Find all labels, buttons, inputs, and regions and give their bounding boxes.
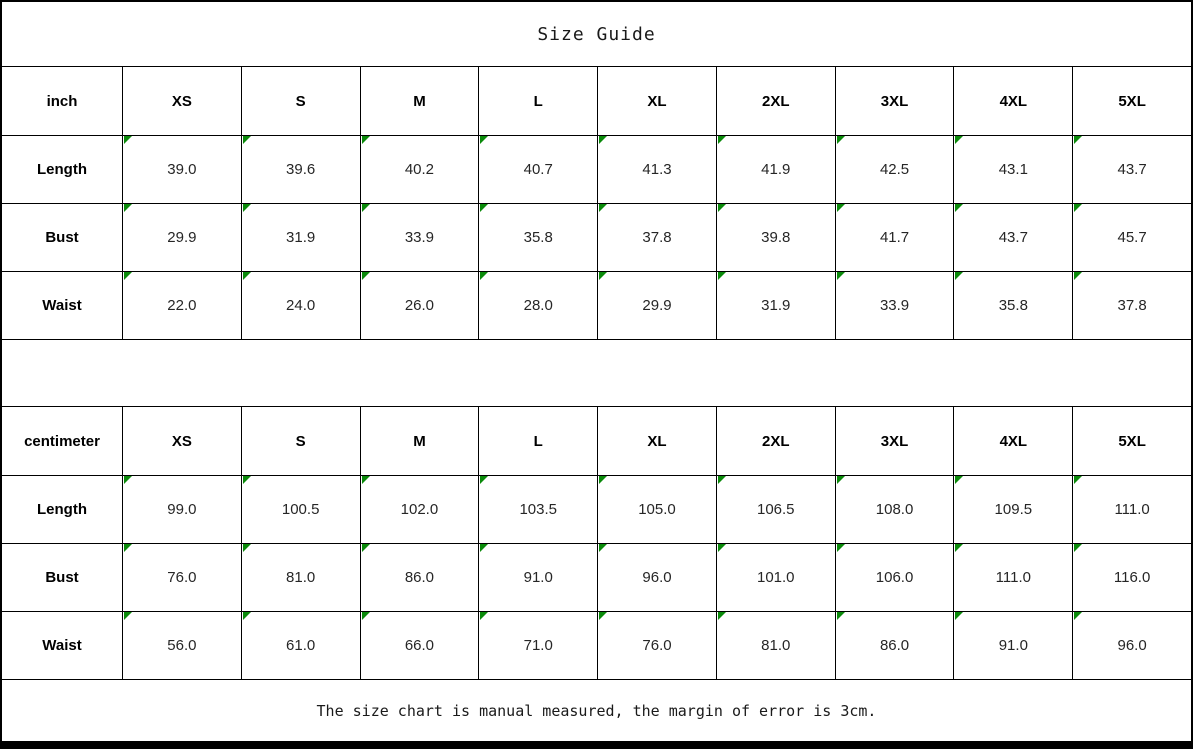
size-column-header: 2XL: [716, 67, 835, 135]
measurement-value-cell: [122, 204, 241, 271]
cell-corner-flag-icon: [718, 544, 726, 552]
measurement-value: 22.0: [167, 297, 197, 314]
size-column-header: 4XL: [953, 67, 1072, 135]
measurement-value-cell: [478, 476, 597, 543]
cell-corner-flag-icon: [480, 544, 488, 552]
cell-corner-flag-icon: [124, 204, 132, 212]
measurement-value-cell: [241, 136, 360, 203]
footer-note: The size chart is manual measured, the margin of error is 3cm.: [316, 701, 877, 720]
measurement-value-cell: [716, 612, 835, 679]
measurement-value-cell: [1072, 476, 1191, 543]
size-column-header: 5XL: [1072, 407, 1191, 475]
measurement-row-label: Length: [37, 501, 87, 518]
cell-corner-flag-icon: [1074, 476, 1082, 484]
footer-row: [2, 679, 1191, 741]
cell-corner-flag-icon: [718, 612, 726, 620]
cell-corner-flag-icon: [599, 544, 607, 552]
measurement-value: 103.5: [519, 501, 557, 518]
cell-corner-flag-icon: [837, 136, 845, 144]
measurement-row-label: Bust: [45, 229, 79, 246]
cell-corner-flag-icon: [243, 204, 251, 212]
measurement-value: 40.2: [404, 161, 435, 178]
measurement-value-cell: [597, 544, 716, 611]
measurement-value-cell: [122, 272, 241, 339]
measurement-row-label: Length: [37, 161, 87, 178]
size-column-header: XS: [122, 67, 241, 135]
cell-corner-flag-icon: [837, 204, 845, 212]
inch-waist-row: [2, 271, 1191, 339]
cell-corner-flag-icon: [599, 204, 607, 212]
measurement-value: 39.0: [167, 161, 197, 178]
cell-corner-flag-icon: [1074, 204, 1082, 212]
measurement-value: 39.6: [286, 161, 316, 178]
cell-corner-flag-icon: [480, 272, 488, 280]
measurement-value: 86.0: [404, 569, 435, 586]
measurement-value: 81.0: [761, 637, 791, 654]
measurement-value-cell: [360, 272, 479, 339]
cell-corner-flag-icon: [243, 544, 251, 552]
cell-corner-flag-icon: [1074, 136, 1082, 144]
measurement-value: 29.9: [167, 229, 197, 246]
measurement-value-cell: [360, 136, 479, 203]
size-column-header: S: [241, 407, 360, 475]
measurement-row-label: Waist: [42, 637, 82, 654]
inch-bust-row: [2, 203, 1191, 271]
measurement-value-cell: [835, 272, 954, 339]
measurement-row-label: Bust: [45, 569, 79, 586]
size-column-header: XS: [122, 407, 241, 475]
cell-corner-flag-icon: [718, 204, 726, 212]
unit-header-centimeter: centimeter: [24, 432, 100, 450]
measurement-value: 100.5: [281, 501, 320, 518]
measurement-value: 42.5: [879, 161, 910, 178]
measurement-row-label: Waist: [42, 297, 82, 314]
measurement-value-cell: [835, 204, 954, 271]
cell-corner-flag-icon: [718, 272, 726, 280]
cell-corner-flag-icon: [480, 476, 488, 484]
measurement-value-cell: [241, 612, 360, 679]
measurement-value-cell: [360, 476, 479, 543]
measurement-value-cell: [716, 136, 835, 203]
measurement-value: 106.5: [756, 501, 795, 518]
measurement-value-cell: [241, 272, 360, 339]
size-column-header: M: [360, 407, 479, 475]
measurement-value-cell: [241, 476, 360, 543]
measurement-value: 31.9: [761, 297, 791, 314]
cell-corner-flag-icon: [955, 544, 963, 552]
cell-corner-flag-icon: [718, 136, 726, 144]
cell-corner-flag-icon: [480, 136, 488, 144]
measurement-value-cell: [360, 204, 479, 271]
measurement-value: 37.8: [642, 229, 672, 246]
measurement-value: 81.0: [286, 569, 316, 586]
cell-corner-flag-icon: [362, 272, 370, 280]
cell-corner-flag-icon: [599, 476, 607, 484]
measurement-value: 101.0: [756, 569, 795, 586]
measurement-value-cell: [241, 544, 360, 611]
measurement-value: 43.7: [1117, 161, 1147, 178]
measurement-value-cell: [122, 136, 241, 203]
measurement-value: 43.7: [998, 229, 1028, 246]
measurement-value-cell: [122, 612, 241, 679]
measurement-value: 35.8: [523, 229, 553, 246]
measurement-value-cell: [1072, 204, 1191, 271]
cell-corner-flag-icon: [837, 272, 845, 280]
measurement-value-cell: [360, 544, 479, 611]
measurement-value: 66.0: [404, 637, 435, 654]
measurement-value: 91.0: [523, 569, 553, 586]
size-column-header: 4XL: [953, 407, 1072, 475]
cell-corner-flag-icon: [124, 612, 132, 620]
cell-corner-flag-icon: [243, 476, 251, 484]
inch-length-row: [2, 135, 1191, 203]
measurement-value: 111.0: [995, 569, 1031, 586]
cell-corner-flag-icon: [243, 612, 251, 620]
cell-corner-flag-icon: [124, 544, 132, 552]
inch-table-header-row: [2, 66, 1191, 135]
size-column-header: XL: [597, 67, 716, 135]
cell-corner-flag-icon: [1074, 612, 1082, 620]
cell-corner-flag-icon: [243, 136, 251, 144]
measurement-value-cell: [478, 544, 597, 611]
measurement-value: 41.3: [642, 161, 672, 178]
measurement-value: 61.0: [286, 637, 316, 654]
cell-corner-flag-icon: [1074, 272, 1082, 280]
cell-corner-flag-icon: [955, 204, 963, 212]
cell-corner-flag-icon: [599, 612, 607, 620]
measurement-value: 105.0: [638, 501, 676, 518]
size-column-header: XL: [597, 407, 716, 475]
measurement-value: 41.9: [761, 161, 791, 178]
measurement-value: 96.0: [642, 569, 672, 586]
measurement-value-cell: [478, 272, 597, 339]
cell-corner-flag-icon: [243, 272, 251, 280]
cell-corner-flag-icon: [955, 136, 963, 144]
measurement-value: 41.7: [879, 229, 910, 246]
unit-header-inch: inch: [46, 92, 78, 110]
cell-corner-flag-icon: [362, 612, 370, 620]
bottom-black-bar: [2, 741, 1191, 749]
measurement-value: 99.0: [167, 501, 197, 518]
cell-corner-flag-icon: [837, 544, 845, 552]
measurement-value: 86.0: [879, 637, 910, 654]
measurement-value-cell: [597, 612, 716, 679]
measurement-value-cell: [835, 544, 954, 611]
cell-corner-flag-icon: [480, 204, 488, 212]
cell-corner-flag-icon: [718, 476, 726, 484]
measurement-value: 116.0: [1113, 569, 1151, 586]
measurement-value-cell: [122, 544, 241, 611]
measurement-value-cell: [1072, 612, 1191, 679]
cell-corner-flag-icon: [480, 612, 488, 620]
size-column-header: 3XL: [835, 407, 954, 475]
measurement-value: 24.0: [286, 297, 316, 314]
measurement-value-cell: [597, 272, 716, 339]
cell-corner-flag-icon: [362, 476, 370, 484]
measurement-value: 91.0: [998, 637, 1028, 654]
measurement-value-cell: [597, 204, 716, 271]
measurement-value-cell: [360, 612, 479, 679]
cell-corner-flag-icon: [955, 272, 963, 280]
centimeter-length-row: [2, 475, 1191, 543]
measurement-value: 102.0: [400, 501, 439, 518]
measurement-value-cell: [716, 544, 835, 611]
size-column-header: 3XL: [835, 67, 954, 135]
cell-corner-flag-icon: [124, 136, 132, 144]
centimeter-waist-row: [2, 611, 1191, 679]
cell-corner-flag-icon: [955, 476, 963, 484]
centimeter-table-header-row: [2, 406, 1191, 475]
measurement-value-cell: [953, 476, 1072, 543]
measurement-value-cell: [716, 204, 835, 271]
measurement-value: 31.9: [286, 229, 316, 246]
measurement-value: 56.0: [167, 637, 197, 654]
measurement-value: 43.1: [998, 161, 1028, 178]
measurement-value: 96.0: [1117, 637, 1147, 654]
size-column-header: L: [478, 67, 597, 135]
measurement-value: 76.0: [642, 637, 672, 654]
cell-corner-flag-icon: [837, 476, 845, 484]
measurement-value-cell: [953, 612, 1072, 679]
measurement-value: 33.9: [879, 297, 910, 314]
cell-corner-flag-icon: [599, 136, 607, 144]
cell-corner-flag-icon: [955, 612, 963, 620]
cell-corner-flag-icon: [362, 544, 370, 552]
measurement-value-cell: [1072, 136, 1191, 203]
size-column-header: M: [360, 67, 479, 135]
measurement-value: 45.7: [1117, 229, 1147, 246]
title-row: [2, 2, 1191, 66]
measurement-value-cell: [835, 612, 954, 679]
measurement-value-cell: [478, 612, 597, 679]
table-gap-row: [2, 339, 1191, 406]
size-column-header: 5XL: [1072, 67, 1191, 135]
measurement-value-cell: [953, 272, 1072, 339]
cell-corner-flag-icon: [362, 204, 370, 212]
cell-corner-flag-icon: [599, 272, 607, 280]
size-column-header: L: [478, 407, 597, 475]
measurement-value: 106.0: [875, 569, 914, 586]
size-column-header: S: [241, 67, 360, 135]
measurement-value-cell: [1072, 272, 1191, 339]
cell-corner-flag-icon: [362, 136, 370, 144]
measurement-value-cell: [835, 476, 954, 543]
measurement-value-cell: [953, 544, 1072, 611]
measurement-value-cell: [241, 204, 360, 271]
measurement-value: 35.8: [998, 297, 1028, 314]
measurement-value: 37.8: [1117, 297, 1147, 314]
measurement-value-cell: [953, 204, 1072, 271]
cell-corner-flag-icon: [124, 272, 132, 280]
measurement-value-cell: [478, 204, 597, 271]
measurement-value-cell: [716, 476, 835, 543]
measurement-value-cell: [1072, 544, 1191, 611]
cell-corner-flag-icon: [124, 476, 132, 484]
measurement-value: 108.0: [875, 501, 914, 518]
measurement-value: 33.9: [404, 229, 435, 246]
measurement-value: 111.0: [1114, 501, 1150, 518]
measurement-value-cell: [478, 136, 597, 203]
measurement-value-cell: [597, 136, 716, 203]
measurement-value-cell: [597, 476, 716, 543]
measurement-value: 26.0: [404, 297, 435, 314]
measurement-value: 39.8: [761, 229, 791, 246]
cell-corner-flag-icon: [837, 612, 845, 620]
measurement-value-cell: [835, 136, 954, 203]
measurement-value: 71.0: [523, 637, 553, 654]
measurement-value-cell: [953, 136, 1072, 203]
measurement-value: 29.9: [642, 297, 672, 314]
measurement-value: 76.0: [167, 569, 197, 586]
measurement-value-cell: [716, 272, 835, 339]
measurement-value: 28.0: [523, 297, 553, 314]
measurement-value: 40.7: [523, 161, 553, 178]
cell-corner-flag-icon: [1074, 544, 1082, 552]
measurement-value-cell: [122, 476, 241, 543]
measurement-value: 109.5: [994, 501, 1033, 518]
centimeter-bust-row: [2, 543, 1191, 611]
page-title: Size Guide: [537, 23, 656, 45]
size-column-header: 2XL: [716, 407, 835, 475]
